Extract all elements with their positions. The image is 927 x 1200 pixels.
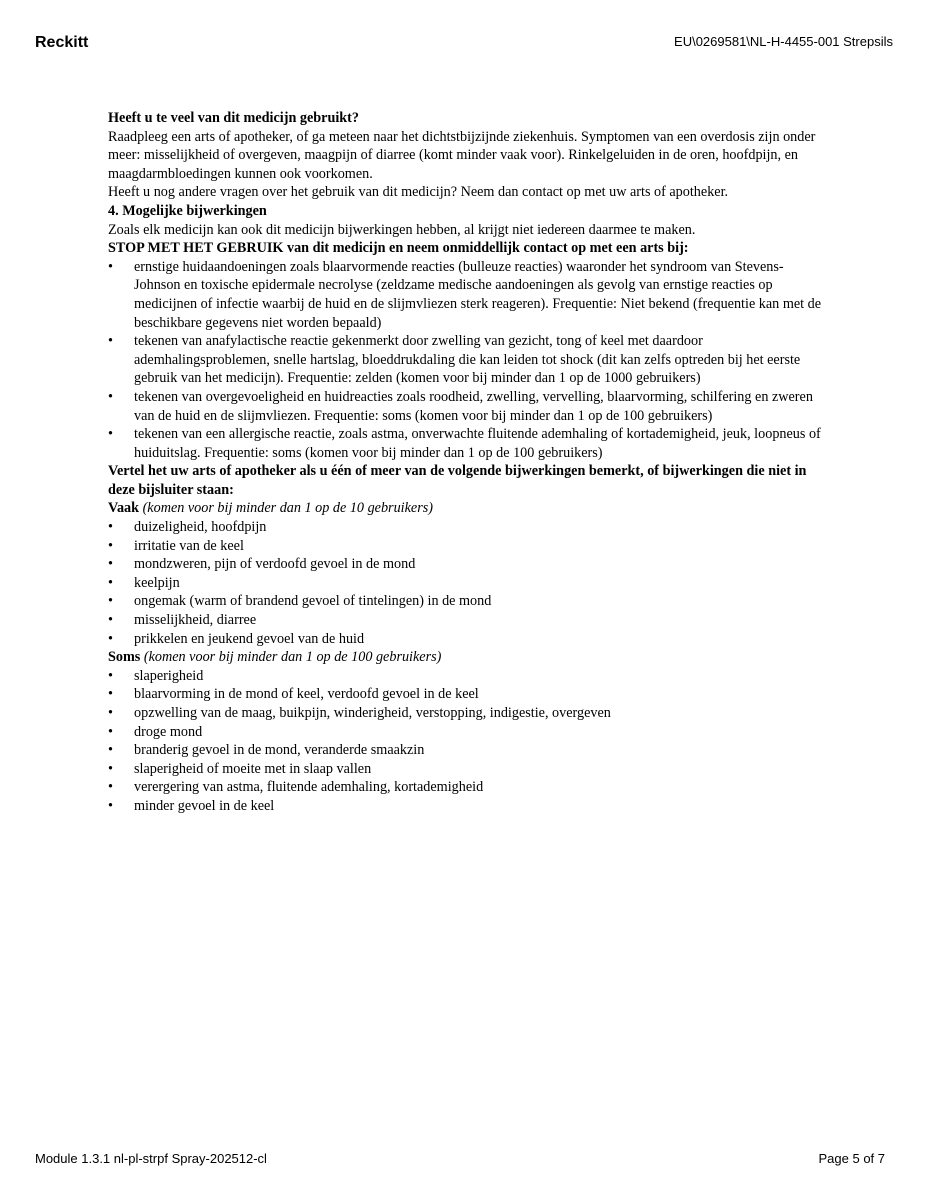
- footer-module: Module 1.3.1 nl-pl-strpf Spray-202512-cl: [35, 1151, 267, 1166]
- list-item: • mondzweren, pijn of verdoofd gevoel in de mond: [108, 555, 828, 574]
- list-item: • minder gevoel in de keel: [108, 797, 828, 816]
- list-item: • ernstige huidaandoeningen zoals blaarvormende reacties (bulleuze reacties) waaronder het syndroom van Stevens-Johnson en toxische epidermale necrolyse (zeldzame medische aandoeningen als gevolg van ernstige reacties op medicijnen of infectie waarbij de huid en de slijmvliezen sterk reageren). Frequentie: Niet bekend (frequentie kan met de beschikbare gegevens niet worden bepaald): [108, 258, 828, 332]
- side-effects-intro: Zoals elk medicijn kan ook dit medicijn bijwerkingen hebben, al krijgt niet iedereen daarmee te maken.: [108, 221, 696, 238]
- common-note: (komen voor bij minder dan 1 op de 10 gebruikers): [142, 500, 433, 517]
- common-side-effects-list: [108, 518, 828, 648]
- uncommon-side-effects-list: [108, 667, 828, 816]
- uncommon-label: Soms: [108, 649, 141, 666]
- overdose-heading: Heeft u te veel van dit medicijn gebruikt?: [108, 110, 360, 126]
- list-item: • irritatie van de keel: [108, 537, 828, 556]
- section-4-heading: 4. Mogelijke bijwerkingen: [108, 202, 267, 219]
- list-item: • opzwelling van de maag, buikpijn, winderigheid, verstopping, indigestie, overgeven: [108, 704, 828, 723]
- company-name: Reckitt: [35, 34, 89, 51]
- list-item: • duizeligheid, hoofdpijn: [108, 518, 828, 537]
- list-item: • ongemak (warm of brandend gevoel of tintelingen) in de mond: [108, 592, 828, 611]
- common-label: Vaak: [108, 500, 140, 517]
- document-reference: EU\0269581\NL-H-4455-001 Strepsils: [674, 34, 893, 49]
- list-item: • tekenen van overgevoeligheid en huidreacties zoals roodheid, zwelling, vervelling, blaarvorming, schilfering en zweren van de huid en de slijmvliezen. Frequentie: soms (komen voor bij minder dan 1 op de 100 gebruikers): [108, 388, 828, 425]
- common-frequency-heading: [108, 499, 828, 518]
- list-item: • tekenen van anafylactische reactie gekenmerkt door zwelling van gezicht, tong of keel met daardoor ademhalingsproblemen, snelle hartslag, bloeddrukdaling die kan leiden tot shock (dit kan zelfs optreden bij het eerste gebruik van het medicijn). Frequentie: zelden (komen voor bij minder dan 1 op de 1000 gebruikers): [108, 332, 828, 388]
- questions-text: Heeft u nog andere vragen over het gebruik van dit medicijn? Neem dan contact op met uw arts of apotheker.: [108, 184, 729, 201]
- list-item: • blaarvorming in de mond of keel, verdoofd gevoel in de keel: [108, 685, 828, 704]
- list-item: • misselijkheid, diarree: [108, 611, 828, 630]
- tell-doctor-heading: Vertel het uw arts of apotheker als u één of meer van de volgende bijwerkingen bemerkt, of bijwerkingen die niet in deze bijsluiter staan:: [108, 463, 807, 498]
- list-item: • branderig gevoel in de mond, veranderde smaakzin: [108, 741, 828, 760]
- stop-use-list: [108, 258, 828, 463]
- list-item: • droge mond: [108, 723, 828, 742]
- list-item: • slaperigheid: [108, 667, 828, 686]
- page-number: Page 5 of 7: [818, 1151, 885, 1166]
- overdose-text: Raadpleeg een arts of apotheker, of ga meteen naar het dichtstbijzijnde ziekenhuis. Symptomen van een overdosis zijn onder meer: misselijkheid of overgeven, maagpijn of diarree (komt minder vaak voor). Rinkelgeluiden in de oren, hoofdpijn, en maagdarmbloedingen kunnen ook voorkomen.: [108, 128, 816, 182]
- list-item: • prikkelen en jeukend gevoel van de huid: [108, 630, 828, 649]
- list-item: • tekenen van een allergische reactie, zoals astma, onverwachte fluitende ademhaling of kortademigheid, jeuk, loopneus of huiduitslag. Frequentie: soms (komen voor bij minder dan 1 op de 100 gebruikers): [108, 425, 828, 462]
- list-item: • slaperigheid of moeite met in slaap vallen: [108, 760, 828, 779]
- page-content: [108, 109, 828, 816]
- list-item: • verergering van astma, fluitende ademhaling, kortademigheid: [108, 778, 828, 797]
- list-item: • keelpijn: [108, 574, 828, 593]
- stop-use-heading: STOP MET HET GEBRUIK van dit medicijn en neem onmiddellijk contact op met een arts bij:: [108, 240, 689, 257]
- uncommon-note: (komen voor bij minder dan 1 op de 100 gebruikers): [143, 649, 442, 666]
- uncommon-frequency-heading: [108, 648, 828, 667]
